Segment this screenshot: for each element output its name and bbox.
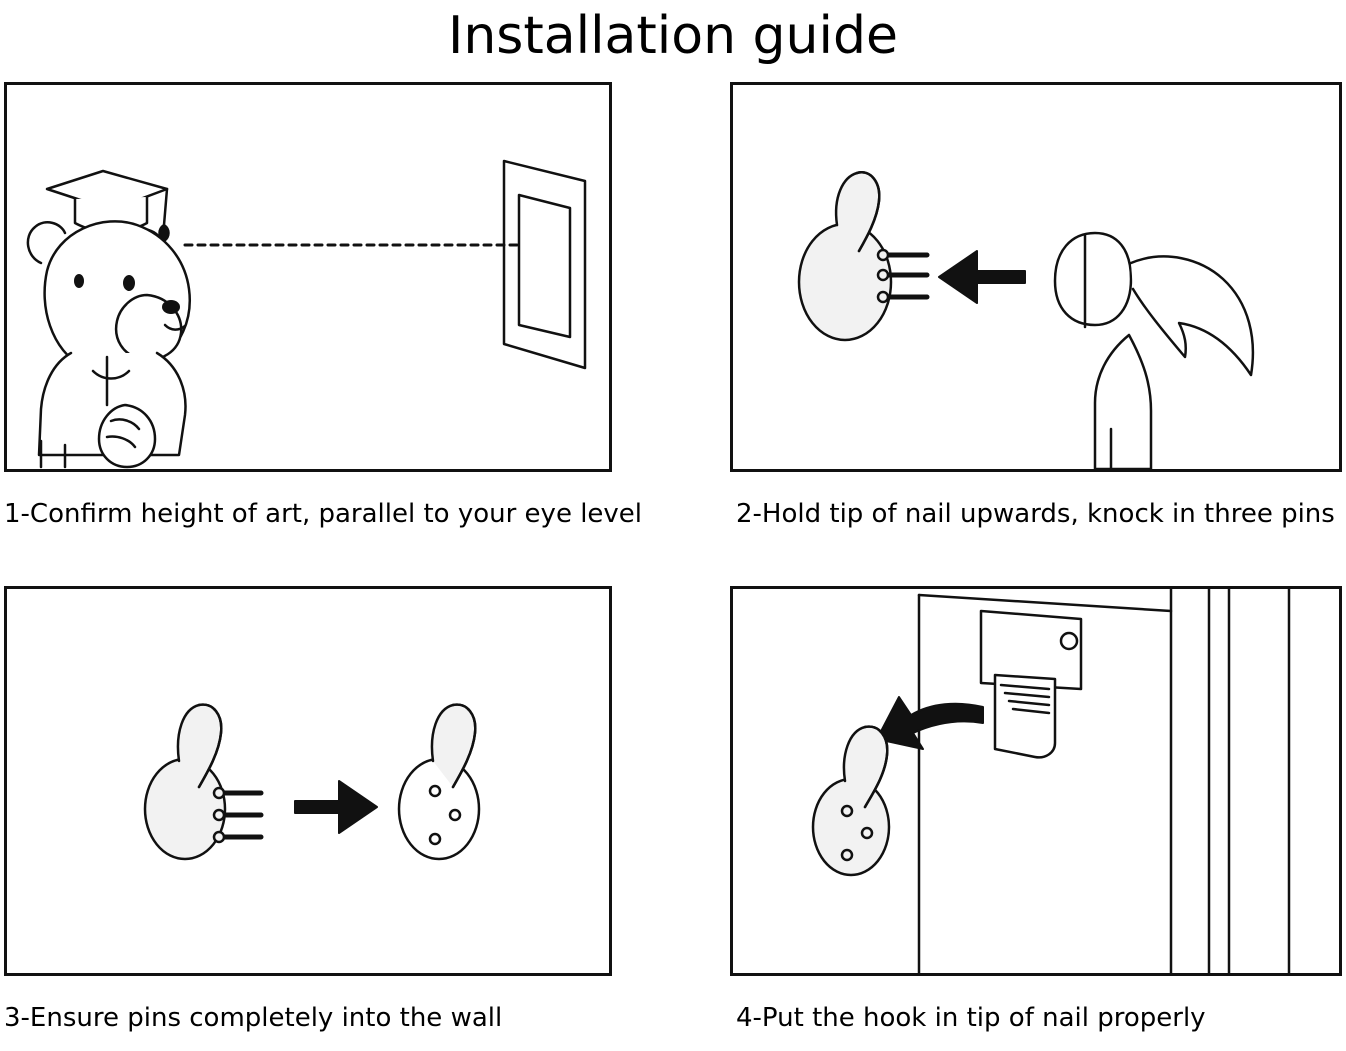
step-2-caption: 2-Hold tip of nail upwards, knock in three pins [736,499,1335,529]
step-1 [4,82,642,531]
step-3-illustration-panel [4,586,612,976]
step-2 [730,82,1342,531]
bear-eye-level-illustration [7,85,609,469]
step-3-caption: 3-Ensure pins completely into the wall [4,1003,503,1033]
pins-into-wall-illustration [7,589,609,973]
step-4-illustration-panel [730,586,1342,976]
step-4 [730,586,1342,1035]
step-1-caption: 1-Confirm height of art, parallel to your eye level [4,499,643,529]
page-title: Installation guide [448,6,898,66]
step-1-illustration-panel [4,82,612,472]
step-4-caption: 4-Put the hook in tip of nail properly [736,1003,1206,1033]
hammer-and-hook-illustration [733,85,1339,469]
hook-into-frame-bracket-illustration [733,589,1339,973]
step-3 [4,586,612,1035]
step-2-illustration-panel [730,82,1342,472]
